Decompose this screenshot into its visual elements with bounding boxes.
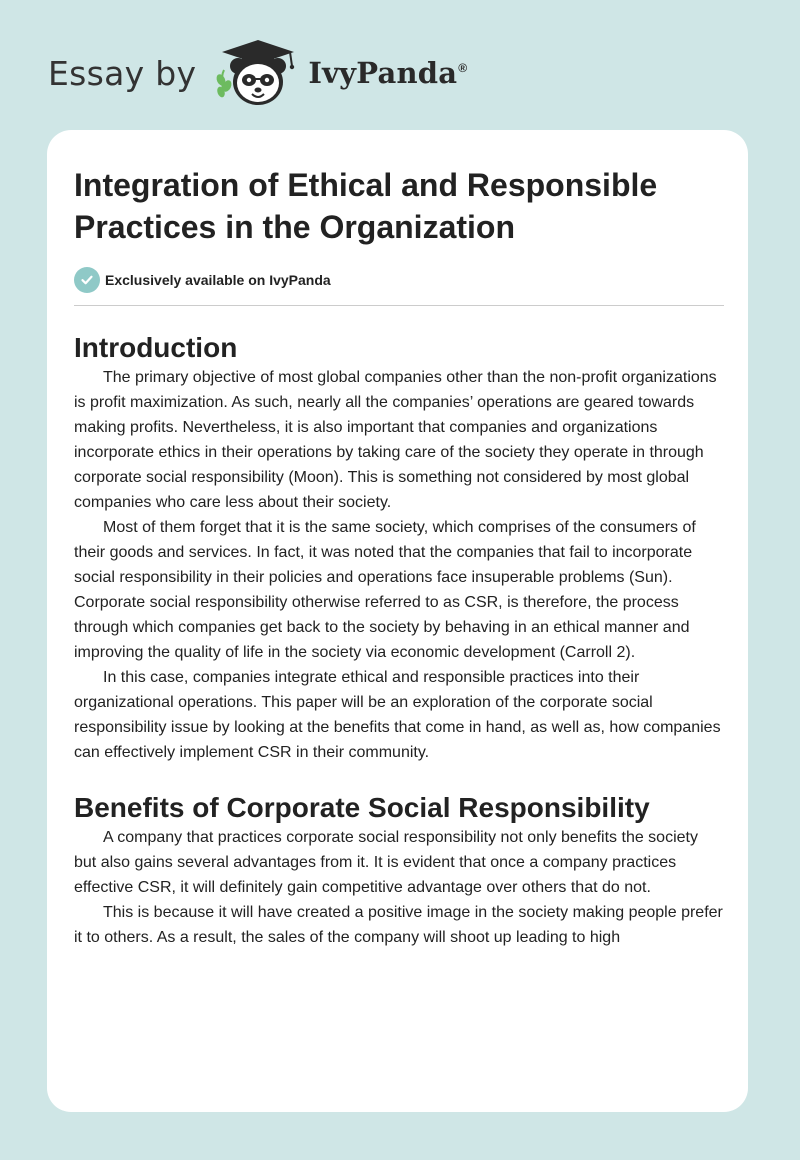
- title-divider: [74, 305, 724, 306]
- paragraph: Most of them forget that it is the same society, which comprises of the consumers of their goods and services. In fact, it was noted that the companies that fail to incorporate social responsibility in their policies and operations face insuperable problems (Sun). Corporate social responsibility otherwise referred to as CSR, is therefore, the process through which companies get back to the society by behaving in an ethical manner and improving the quality of life in the society via economic development (Carroll 2).: [74, 519, 696, 661]
- essay-content: [74, 164, 724, 950]
- exclusive-badge-label: Exclusively available on IvyPanda: [105, 272, 331, 288]
- panda-mascot-icon: [212, 36, 304, 110]
- paragraph: A company that practices corporate social responsibility not only benefits the society but also gains several advantages from it. It is evident that once a company practices effective CSR, it will definitely gain competitive advantage over others that do not.: [74, 829, 698, 896]
- paragraph: In this case, companies integrate ethical and responsible practices into their organizational operations. This paper will be an exploration of the corporate social responsibility issue by looking at the benefits that come in hand, as well as, how companies can effectively implement CSR in their community.: [74, 669, 721, 761]
- paragraph: This is because it will have created a positive image in the society making people prefer it to others. As a result, the sales of the company will shoot up leading to high: [74, 904, 723, 946]
- site-header-logo[interactable]: [48, 36, 467, 110]
- exclusive-badge: [74, 266, 724, 294]
- essay-card: [47, 130, 748, 1112]
- check-circle-icon: [74, 267, 100, 293]
- section-heading-introduction: Introduction: [74, 332, 238, 363]
- brand-name: IvyPanda®: [308, 56, 468, 90]
- essay-title: Integration of Ethical and Responsible Practices in the Organization: [74, 167, 658, 245]
- brand-prefix: Essay by: [48, 53, 197, 93]
- paragraph: The primary objective of most global companies other than the non-profit organizations is profit maximization. As such, nearly all the companies’ operations are geared towards making profits. Nevertheless, it is also important that companies and organizations incorporate ethics in their operations by taking care of the society they operate in through corporate social responsibility (Moon). This is something not considered by most global companies who care less about their society.: [74, 369, 717, 511]
- section-heading-benefits: Benefits of Corporate Social Responsibility: [74, 792, 650, 823]
